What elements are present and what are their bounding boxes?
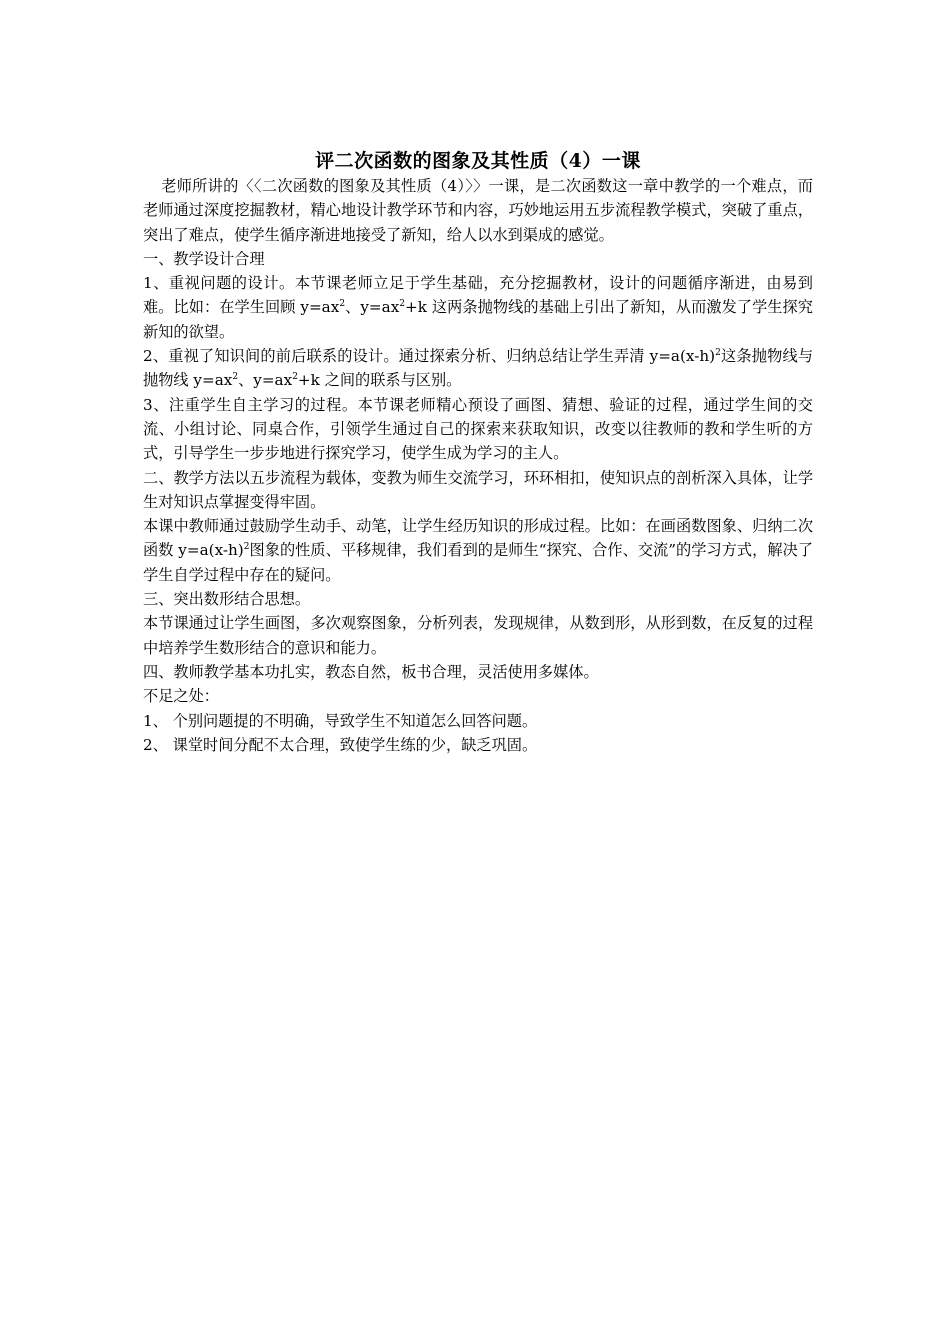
section2-paragraph: 二、教学方法以五步流程为载体，变教为师生交流学习，环环相扣，使知识点的剖析深入具体，让学生对知识点掌握变得牢固。	[143, 468, 813, 511]
section4-paragraph: 四、教师教学基本功扎实，教态自然，板书合理，灵活使用多媒体。	[143, 662, 599, 681]
shortcoming-item-2: 2、 课堂时间分配不太合理，致使学生练的少，缺乏巩固。	[143, 735, 538, 754]
section1-heading: 一、教学设计合理	[143, 249, 265, 268]
item1-text-before: 1、重视问题的设计。本节课老师立足于学生基础，充分挖掘教材，设计的问题循序渐进，由易到难。比如：在学生回顾 y=ax	[143, 274, 813, 317]
section3-heading: 三、突出数形结合思想。	[143, 590, 311, 609]
item2-text-after: +k 之间的联系与区别。	[297, 371, 462, 390]
intro-paragraph: 老师所讲的〈〈二次函数的图象及其性质（4）〉〉一课，是二次函数这一章中教学的一个难点，而老师通过深度挖掘教材，精心地设计教学环节和内容，巧妙地运用五步流程教学模式，突破了重点，突出了难点，使学生循序渐进地接受了新知，给人以水到渠成的感觉。	[143, 177, 813, 244]
item1-paragraph	[143, 271, 813, 344]
item2-text-mid1: 这条抛物线与抛物线 y=ax	[143, 347, 814, 390]
item1-text-after: +k 这两条抛物线的基础上引出了新知，从而激发了学生探究新知的欲望。	[143, 298, 813, 341]
item2-sup2: 2	[232, 372, 239, 383]
item2-text-mid2: 、y=ax	[238, 371, 293, 390]
item2-text-before: 2、重视了知识间的前后联系的设计。通过探索分析、归纳总结让学生弄清 y=a(x-h)	[143, 347, 716, 366]
shortcoming-item-1: 1、 个别问题提的不明确，导致学生不知道怎么回答问题。	[143, 711, 538, 730]
section3-body: 本节课通过让学生画图，多次观察图象，分析列表，发现规律，从数到形，从形到数，在反复的过程中培养学生数形结合的意识和能力。	[143, 614, 813, 657]
item2-sup1: 2	[715, 348, 721, 359]
section2-example-paragraph	[143, 514, 813, 587]
section2-example-before: 本课中教师通过鼓励学生动手、动笔，让学生经历知识的形成过程。比如：在画函数图象、归纳二次函数 y=a(x-h)	[143, 517, 813, 560]
section2-example-sup: 2	[243, 542, 250, 553]
item3-paragraph: 3、注重学生自主学习的过程。本节课老师精心预设了画图、猜想、验证的过程，通过学生间的交流、小组讨论、同桌合作，引领学生通过自己的探索来获取知识，改变以往教师的教和学生听的方式，引导学生一步步地进行探究学习，使学生成为学习的主人。	[143, 395, 813, 463]
item1-sup2: 2	[399, 299, 406, 310]
section2-example-after: 图象的性质、平移规律，我们看到的是师生“探究、合作、交流”的学习方式，解决了学生自学过程中存在的疑问。	[143, 541, 814, 584]
document-title: 评二次函数的图象及其性质（4）一课	[315, 150, 641, 172]
document-page	[143, 148, 813, 757]
item1-sup1: 2	[339, 299, 346, 310]
item1-text-mid: 、y=ax	[345, 298, 400, 317]
item2-sup3: 2	[292, 372, 298, 383]
item2-paragraph	[143, 344, 813, 393]
shortcomings-heading: 不足之处：	[143, 687, 219, 706]
